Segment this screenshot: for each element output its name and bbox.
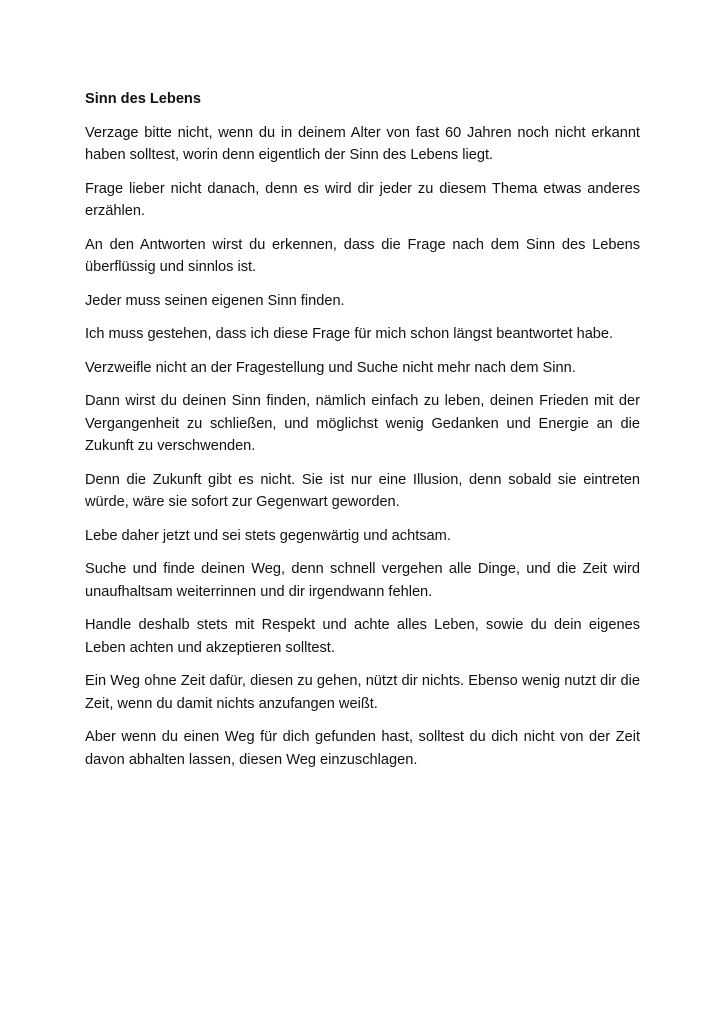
paragraph-4: Jeder muss seinen eigenen Sinn finden. (85, 292, 345, 309)
paragraph-11: Handle deshalb stets mit Respekt und achte alles Leben, sowie du dein eigenes Leben achten und akzeptieren solltest. (85, 617, 640, 656)
paragraph-9: Lebe daher jetzt und sei stets gegenwärtig und achtsam. (85, 527, 451, 544)
paragraph-7: Dann wirst du deinen Sinn finden, nämlich einfach zu leben, deinen Frieden mit der Vergangenheit zu schließen, und möglichst wenig Gedanken und Energie an die Zukunft zu verschwenden. (85, 393, 640, 454)
document-title: Sinn des Lebens (85, 91, 201, 107)
paragraph-6: Verzweifle nicht an der Fragestellung und Suche nicht mehr nach dem Sinn. (85, 359, 576, 376)
paragraph-3: An den Antworten wirst du erkennen, dass die Frage nach dem Sinn des Lebens überflüssig und sinnlos ist. (85, 236, 640, 275)
paragraph-1: Verzage bitte nicht, wenn du in deinem Alter von fast 60 Jahren noch nicht erkannt haben solltest, worin denn eigentlich der Sinn des Lebens liegt. (85, 124, 640, 163)
paragraph-8: Denn die Zukunft gibt es nicht. Sie ist nur eine Illusion, denn sobald sie eintreten würde, wäre sie sofort zur Gegenwart geworden. (85, 471, 640, 510)
paragraph-10: Suche und finde deinen Weg, denn schnell vergehen alle Dinge, und die Zeit wird unaufhaltsam weiterrinnen und dir irgendwann fehlen. (85, 561, 640, 600)
document-page (85, 88, 640, 782)
paragraph-2: Frage lieber nicht danach, denn es wird dir jeder zu diesem Thema etwas anderes erzählen. (85, 180, 640, 219)
paragraph-12: Ein Weg ohne Zeit dafür, diesen zu gehen, nützt dir nichts. Ebenso wenig nutzt dir die Zeit, wenn du damit nichts anzufangen weißt. (85, 673, 640, 712)
paragraph-13: Aber wenn du einen Weg für dich gefunden hast, solltest du dich nicht von der Zeit davon abhalten lassen, diesen Weg einzuschlagen. (85, 729, 640, 768)
paragraph-5: Ich muss gestehen, dass ich diese Frage für mich schon längst beantwortet habe. (85, 326, 614, 342)
